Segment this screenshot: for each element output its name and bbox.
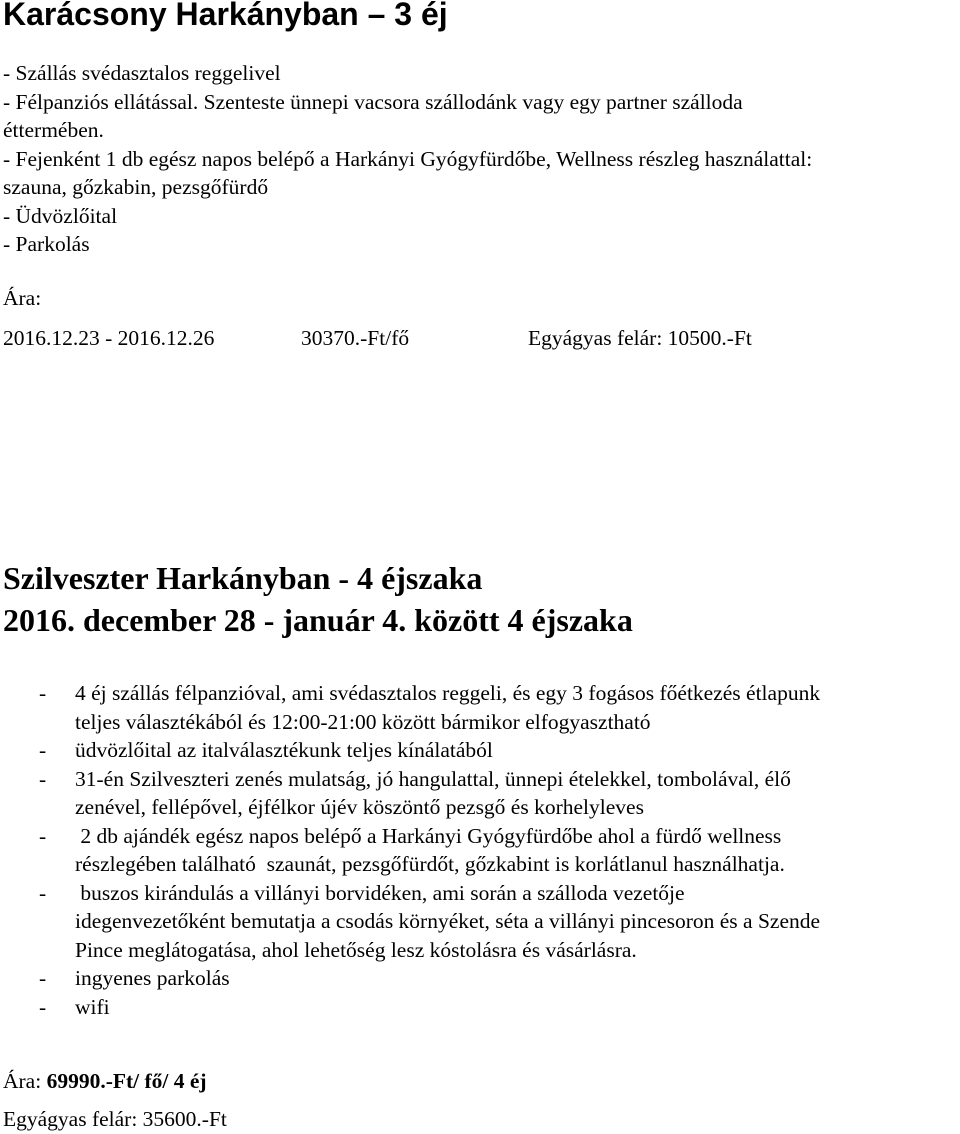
christmas-dates: 2016.12.23 - 2016.12.26 [3,326,215,350]
list-item-line: 2 db ajándék egész napos belépő a Harkányi Gyógyfürdőbe ahol a fürdő wellness [75,823,782,848]
list-bullet: - [39,966,47,990]
christmas-offer-description [3,59,958,259]
new-year-offer-title: Szilveszter Harkányban - 4 éjszaka [3,560,483,596]
christmas-price: 30370.-Ft/fő [301,326,410,350]
list-item-line: zenével, fellépővel, éjfélkor újév köszöntő pezsgő és korhelyleves [75,795,644,819]
list-item [3,964,958,993]
list-item [3,765,958,822]
list-item-line: idegenvezetőként bemutatja a csodás környéket, séta a villányi pincesoron és a Szende [75,909,821,933]
list-item-line: Pince meglátogatása, ahol lehetőség lesz kóstolásra és vásárlásra. [75,937,637,962]
list-bullet: - [39,738,47,762]
new-year-offer-list [3,679,958,1021]
new-year-price [3,1067,207,1095]
list-item [3,822,958,879]
list-item-line: teljes választékából és 12:00-21:00 között bármikor elfogyasztható [75,709,651,734]
christmas-price-label: Ára: [3,286,42,310]
christmas-single-supplement: Egyágyas felár: 10500.-Ft [528,326,752,350]
list-item-line: wifi [75,994,110,1019]
list-bullet: - [39,823,47,848]
christmas-offer-line: - Szállás svédasztalos reggelivel [3,61,281,85]
list-item-line: részlegében található szaunát, pezsgőfürdőt, gőzkabint is korlátlanul használhatja. [75,852,785,876]
list-bullet: - [39,994,47,1019]
list-item-line: buszos kirándulás a villányi borvidéken, ami során a szálloda vezetője [75,880,685,905]
list-bullet: - [39,681,47,705]
christmas-price-row [3,324,958,352]
list-item [3,879,958,965]
christmas-offer-line: - Üdvözlőital [3,203,118,228]
new-year-price-value: 69990.-Ft/ fő/ 4 éj [46,1069,207,1093]
christmas-offer-line: - Fejenként 1 db egész napos belépő a Harkányi Gyógyfürdőbe, Wellness részleg használattal: [3,146,813,171]
christmas-offer-line: - Félpanziós ellátással. Szenteste ünnepi vacsora szállodánk vagy egy partner szálloda [3,89,743,114]
christmas-offer-line: szauna, gőzkabin, pezsgőfürdő [3,175,269,199]
new-year-offer-subtitle: 2016. december 28 - január 4. között 4 éjszaka [3,602,633,638]
christmas-offer-title: Karácsony Harkányban – 3 éj [3,0,448,32]
list-item-line: 31-én Szilveszteri zenés mulatság, jó hangulattal, ünnepi ételekkel, tombolával, élő [75,766,791,791]
list-item-line: ingyenes parkolás [75,966,230,990]
list-item [3,993,958,1022]
christmas-offer-line: éttermében. [3,118,104,142]
list-item [3,679,958,736]
new-year-price-label: Ára: [3,1069,42,1093]
list-item [3,736,958,765]
new-year-single-supplement: Egyágyas felár: 35600.-Ft [3,1107,227,1131]
list-bullet: - [39,880,47,905]
list-item-line: 4 éj szállás félpanzióval, ami svédasztalos reggeli, és egy 3 fogásos főétkezés étlapunk [75,681,821,705]
list-item-line: üdvözlőital az italválasztékunk teljes kínálatából [75,738,493,762]
christmas-offer-line: - Parkolás [3,232,90,256]
list-bullet: - [39,766,47,791]
